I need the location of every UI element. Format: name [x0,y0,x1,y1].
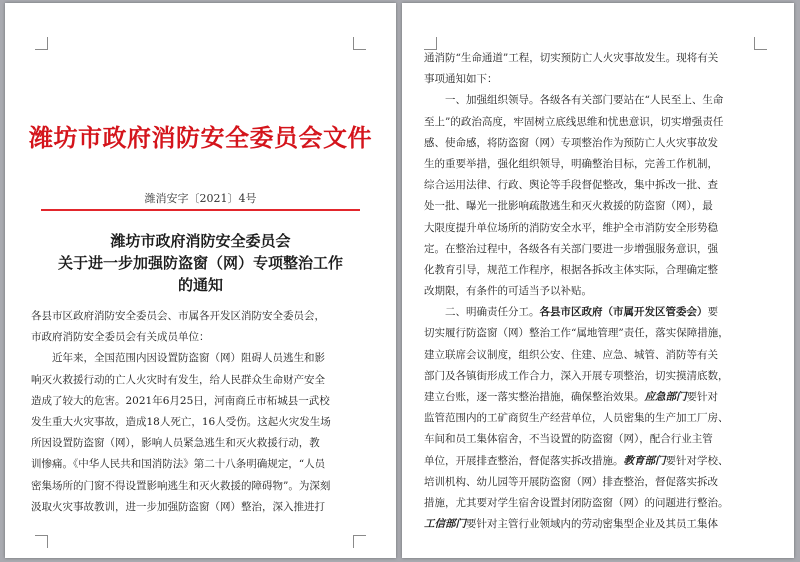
text-run: 处一批、曝光一批影响疏散逃生和灭火救援的防盗窗（网），最 [424,200,713,213]
text-run: 生的重要举措，强化组织领导，明确整治目标，完善工作机制， [424,157,718,170]
text-line [424,408,769,429]
emphasis-text: 教育部门 [623,454,666,467]
emphasis-text: 各县市区政府（市属开发区管委会） [539,306,708,319]
text-line [424,323,769,344]
text-line [424,90,769,111]
text-run: 要 [707,306,718,319]
text-line [424,196,769,217]
text-line: 造成了较大的危害。2021年6月25日，河南商丘市柘城县一武校 [31,394,330,407]
text-run: 要针对学校、 [665,454,729,467]
text-line [424,260,769,281]
text-line [424,366,769,387]
text-run: 监管范围内的工矿商贸生产经营单位，人员密集的生产加工厂房、 [424,412,729,425]
right-page-body-text [424,48,769,535]
text-line [424,281,769,302]
text-line: 所因设置防盗窗（网），影响人员紧急逃生和灭火救援行动，教 [31,437,320,450]
text-run: 化教育引导，规范工作程序，根据各拆改主体实际，合理确定整 [424,263,718,276]
text-line [424,239,769,260]
red-separator-line [41,209,360,211]
text-line: 市政府消防安全委员会有关成员单位： [31,331,210,344]
text-run: 通消防“生命通道”工程，切实预防亡人火灾事故发生。现将有关 [424,52,719,64]
text-run: 措施，尤其要对学生宿舍设置封闭防盗窗（网）的问题进行整治。 [424,496,729,509]
text-run: 事项通知如下： [424,73,498,86]
text-line: 训惨痛。《中华人民共和国消防法》第二十八条明确规定，“人员 [31,458,326,471]
text-line: 近年来，全国范围内因设置防盗窗（网）阻碍人员逃生和影 [31,352,325,365]
text-line [424,133,769,154]
text-run: 感、使命感，将防盗窗（网）专项整治作为预防亡人火灾事故发 [424,136,718,149]
text-line [424,112,769,133]
text-run: 要针对 [686,391,718,403]
text-run: 一、加强组织领导。各级各有关部门要站在“人民至上、生命 [424,94,724,107]
text-run: 要针对主管行业领域内的劳动密集型企业及其员工集体 [466,518,718,531]
text-line [424,345,769,366]
text-run: 二、明确责任分工。 [424,306,540,319]
text-line [424,48,769,69]
crop-mark-bottom-left [35,535,48,548]
title-line: 的通知 [177,276,223,294]
text-run: 至上”的政治高度，牢固树立底线思维和忧患意识，切实增强责任 [424,115,724,128]
text-line [424,387,769,408]
text-line [424,429,769,450]
document-title [25,230,376,296]
text-run: 部门及各镇街形成工作合力，深入开展专项整治，切实摸清底数， [424,369,729,382]
crop-mark-bottom-right [353,535,366,548]
emphasis-text: 应急部门 [644,391,687,403]
text-line [424,175,769,196]
crop-mark-top-right [353,37,366,50]
crop-mark-top-left [35,37,48,50]
text-line [424,154,769,175]
text-run: 大限度提升单位场所的消防安全水平，维护全市消防安全形势稳 [424,221,718,234]
text-run: 定。在整治过程中，各级各有关部门要进一步增强服务意识，强 [424,242,718,255]
text-run: 切实履行防盗窗（网）整治工作“属地管理”责任，落实保障措施， [424,327,729,340]
left-page-body-text [31,306,361,518]
text-run: 培训机构、幼儿园等开展防盗窗（网）排查整治，督促落实拆改 [424,475,718,488]
emphasis-text: 工信部门 [424,518,466,531]
text-run: 建立联席会议制度，组织公安、住建、应急、城管、消防等有关 [424,348,718,361]
text-line [424,69,769,90]
text-line: 各县市区政府消防安全委员会、市属各开发区消防安全委员会， [31,310,325,322]
text-line: 密集场所的门窗不得设置影响逃生和灭火救援的障碍物”。为深刻 [31,479,331,492]
title-line: 关于进一步加强防盗窗（网）专项整治工作 [57,254,343,272]
document-masthead: 潍坊市政府消防安全委员会文件 [29,123,372,152]
text-line [424,451,769,472]
text-line: 发生重大火灾事故，造成18人死亡，16人受伤。这起火灾发生场 [31,415,331,428]
text-run: 建立台账，逐一落实整治措施，确保整治效果。 [424,391,645,403]
text-run: 综合运用法律、行政、舆论等手段督促整改，集中拆改一批、查 [424,179,718,192]
text-line: 汲取火灾事故教训，进一步加强防盗窗（网）整治，深入推进打 [31,500,325,513]
text-line [424,302,769,323]
text-line [424,218,769,239]
text-line [424,472,769,493]
title-line: 潍坊市政府消防安全委员会 [110,232,291,250]
document-number: 潍消安字〔2021〕4号 [144,192,257,205]
text-run: 单位，开展排查整治，督促落实拆改措施。 [424,454,624,467]
text-run: 车间和员工集体宿舍，不当设置的防盗窗（网），配合行业主管 [424,433,713,446]
text-line: 响灭火救援行动的亡人火灾时有发生，给人民群众生命财产安全 [31,373,325,386]
text-line [424,493,769,514]
text-line [424,514,769,535]
text-run: 改期限，有条件的可适当予以补贴。 [424,285,592,298]
